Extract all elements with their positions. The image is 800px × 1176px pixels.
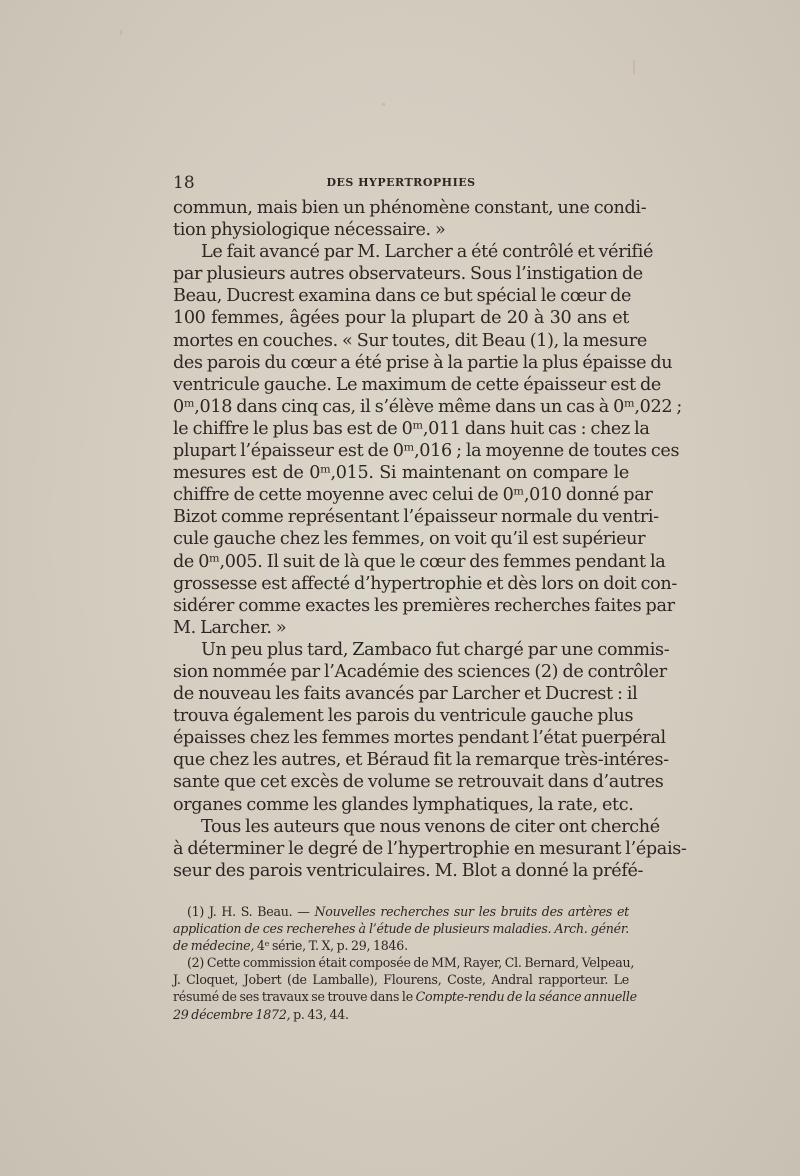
text-line: Un peu plus tard, Zambaco fut chargé par une commis- (201, 639, 670, 660)
text-line: le chiffre le plus bas est de 0ᵐ,011 dans huit cas : chez la (173, 418, 650, 439)
footnote-text: (1) J. H. S. Beau. — (187, 904, 315, 919)
text-line: des parois du cœur a été prise à la partie la plus épaisse du (173, 352, 673, 373)
footnote-line (173, 937, 629, 954)
text-line: sidérer comme exactes les premières recherches faites par (173, 595, 675, 616)
text-line: 100 femmes, âgées pour la plupart de 20 à 30 ans et (173, 308, 629, 329)
text-line: organes comme les glandes lymphatiques, la rate, etc. (173, 794, 634, 815)
text-line: mortes en couches. « Sur toutes, dit Beau (1), la mesure (173, 330, 647, 351)
body-text (173, 197, 687, 882)
text-line: grossesse est affecté d’hypertrophie et dès lors on doit con- (173, 573, 677, 594)
text-line: trouva également les parois du ventricule gauche plus (173, 706, 634, 727)
text-line: ventricule gauche. Le maximum de cette épaisseur est de (173, 374, 661, 395)
footnote-text: J. Cloquet, Jobert (de Lamballe), Flourens, Coste, Andral rapporteur. Le (173, 972, 629, 988)
text-line: Beau, Ducrest examina dans ce but spécial le cœur de (173, 286, 632, 307)
text-line: Bizot comme représentant l’épaisseur normale du ventri- (173, 507, 659, 528)
text-line: épaisses chez les femmes mortes pendant l’état puerpéral (173, 728, 666, 749)
text-line: de 0ᵐ,005. Il suit de là que le cœur des femmes pendant la (173, 551, 666, 572)
text-line: 0ᵐ,018 dans cinq cas, il s’élève même dans un cas à 0ᵐ,022 ; (173, 396, 683, 417)
text-line: M. Larcher. » (173, 617, 287, 638)
footnote-italic-text: de médecine, (173, 938, 255, 954)
footnotes (173, 903, 637, 1023)
footnote-line (173, 920, 629, 937)
footnote-text: (2) Cette commission était composée de MM, Rayer, Cl. Bernard, Velpeau, (187, 955, 635, 971)
text-line: sante que cet excès de volume se retrouvait dans d’autres (173, 772, 664, 793)
text-line: plupart l’épaisseur est de 0ᵐ,016 ; la moyenne de toutes ces (173, 441, 680, 462)
footnote-text: p. 43, 44. (290, 1006, 349, 1022)
footnote-italic-text: application de ces recherehes à l’étude de plusieurs maladies. Arch. génér. (173, 921, 629, 937)
footnote-line (173, 988, 637, 1005)
footnote-line (173, 954, 635, 971)
text-line: tion physiologique nécessaire. » (173, 220, 446, 241)
text-line: seur des parois ventriculaires. M. Blot a donné la préfé- (173, 860, 644, 881)
footnote-italic-text: 29 décembre 1872, (173, 1006, 291, 1022)
text-line: par plusieurs autres observateurs. Sous l’instigation de (173, 264, 643, 285)
footnote-italic-text: Nouvelles recherches sur les bruits des artères et (314, 904, 629, 919)
paper-blemish (382, 103, 385, 106)
text-line: de nouveau les faits avancés par Larcher et Ducrest : il (173, 684, 638, 705)
text-line: commun, mais bien un phénomène constant, une condi- (173, 198, 647, 218)
footnote-text: résumé de ses travaux se trouve dans le (173, 989, 416, 1005)
text-line: sion nommée par l’Académie des sciences (2) de contrôler (173, 661, 667, 682)
running-title: DES HYPERTROPHIES (326, 176, 476, 189)
text-line: chiffre de cette moyenne avec celui de 0ᵐ,010 donné par (173, 485, 653, 506)
paper-blemish (633, 60, 635, 74)
page-header (173, 173, 629, 193)
paper-blemish (120, 30, 122, 35)
text-line: Tous les auteurs que nous venons de citer ont cherché (201, 816, 660, 837)
text-line: à déterminer le degré de l’hypertrophie en mesurant l’épais- (173, 838, 687, 859)
footnote-line (173, 903, 629, 920)
text-line: Le fait avancé par M. Larcher a été contrôlé et vérifié (201, 242, 654, 263)
text-line: que chez les autres, et Béraud fit la remarque très-intéres- (173, 750, 669, 771)
text-line: cule gauche chez les femmes, on voit qu’il est supérieur (173, 529, 646, 550)
footnote-text: 4ᵉ série, T. X, p. 29, 1846. (254, 938, 408, 954)
footnote-line (173, 1006, 629, 1023)
page-number: 18 (173, 173, 195, 193)
footnote-italic-text: Compte-rendu de la séance annuelle (415, 989, 637, 1005)
text-line: mesures est de 0ᵐ,015. Si maintenant on compare le (173, 463, 629, 484)
footnote-line (173, 971, 629, 988)
